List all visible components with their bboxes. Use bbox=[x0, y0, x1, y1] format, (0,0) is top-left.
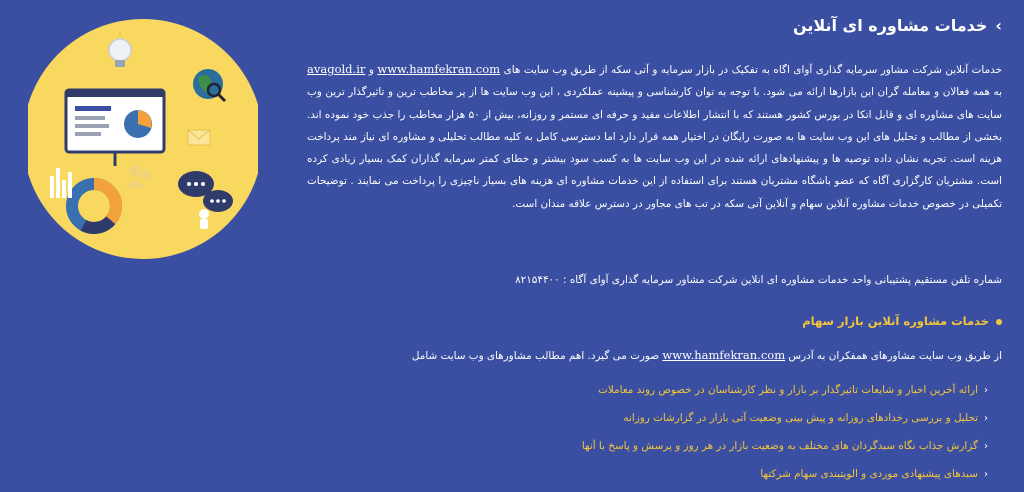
illustration-graphic bbox=[28, 8, 258, 264]
paragraph-part-2: و bbox=[365, 64, 378, 76]
list-item bbox=[582, 436, 988, 464]
list-item bbox=[582, 408, 988, 436]
bullet-dot-icon bbox=[996, 319, 1002, 325]
intro-before: از طریق وب سایت مشاورهای همفکران به آدرس bbox=[785, 350, 1002, 362]
main-content bbox=[307, 0, 1002, 492]
feature-list bbox=[582, 380, 988, 492]
list-item bbox=[582, 380, 988, 408]
avagold-link[interactable]: avagold.ir bbox=[307, 62, 366, 76]
section-intro bbox=[412, 348, 1002, 362]
page-title-text: خدمات مشاوره ای آنلاین bbox=[792, 16, 988, 35]
paragraph-part-3: به همه فعالان و معامله گران این بازارها ارائه می شود. با توجه به توان کارشناسی و پیشینه عملکردی ، این وب سایت ها از پر مخاطب ترین و تاثیرگذار ترین وب سایت های مشاوره ای و قابل اتکا در بورس کشور هستند که با انتشار اطلاعات مفید و حرفه ای مستمر و روزانه، بیش از ۵۰ هزار مخاطب را جذب خود نموده اند. بخشی از مطالب و تحلیل های این وب سایت ها به صورت رایگان در اختیار همه قرار دارد اما دسترسی کامل به کلیه مطالب تحلیلی و مشاوره ای نیاز مند پرداخت هزینه است. تجربه نشان داده توصیه ها و پیشنهادهای ارائه شده در این وب سایت ها به کسب سود بیشتر و خطای کمتر سرمایه گذاران کمک بسیار زیادی کرده است. مشتریان کارگزاری آگاه که عضو باشگاه مشتریان هستند برای استفاده از این خدمات مشاوره ای هزینه های بسیار ناچیزی را پرداخت می نمایند . توضیحات تکمیلی در خصوص خدمات مشاوره آنلاین سهام و آنلاین آتی سکه در تب های مجاور در دسترس علاقه مندان است. bbox=[307, 86, 1002, 210]
intro-hamfekran-link[interactable]: www.hamfekran.com bbox=[662, 348, 786, 362]
list-item-text: گزارش جذاب نگاه سبدگردان های مختلف به وضعیت بازار در هر روز و پرسش و پاسخ با آنها bbox=[581, 440, 978, 452]
support-phone-line: شماره تلفن مستقیم پشتیبانی واحد خدمات مشاوره ای انلاین شرکت مشاور سرمایه گذاری آوای آگاه : ۸۲۱۵۴۴۰۰ bbox=[515, 274, 1002, 286]
list-item-text: سبدهای پیشنهادی موردی و الویتبندی سهام شرکتها bbox=[760, 468, 978, 480]
section-title bbox=[802, 314, 1002, 328]
hamfekran-link[interactable]: www.hamfekran.com bbox=[377, 62, 501, 76]
paragraph-part-1: خدمات آنلاین شرکت مشاور سرمایه گذاری آوای اگاه به تفکیک در بازار سرمایه و آتی سکه از طریق وب سایت های bbox=[500, 64, 1003, 76]
arrow-left-icon: ‹ bbox=[984, 441, 988, 452]
title-chevron-icon: › bbox=[995, 16, 1002, 35]
list-item-text: تحلیل و بررسی رخدادهای روزانه و پیش بینی وضعیت آتی بازار در گزارشات روزانه bbox=[623, 412, 978, 424]
section-title-text: خدمات مشاوره آنلاین بازار سهام bbox=[802, 314, 989, 328]
description-paragraph bbox=[307, 58, 1002, 215]
list-item bbox=[582, 464, 988, 492]
consulting-illustration bbox=[28, 8, 258, 264]
arrow-left-icon: ‹ bbox=[984, 413, 988, 424]
arrow-left-icon: ‹ bbox=[984, 469, 988, 480]
arrow-left-icon: ‹ bbox=[984, 385, 988, 396]
mail-icon bbox=[188, 130, 210, 145]
page-title bbox=[793, 16, 1002, 35]
intro-after: صورت می گیرد. اهم مطالب مشاورهای وب سایت شامل bbox=[411, 350, 663, 362]
list-item-text: ارائه آخرین اخبار و شایعات تاثیرگذار بر بازار و نظر کارشناسان در خصوص روند معاملات bbox=[598, 384, 978, 396]
